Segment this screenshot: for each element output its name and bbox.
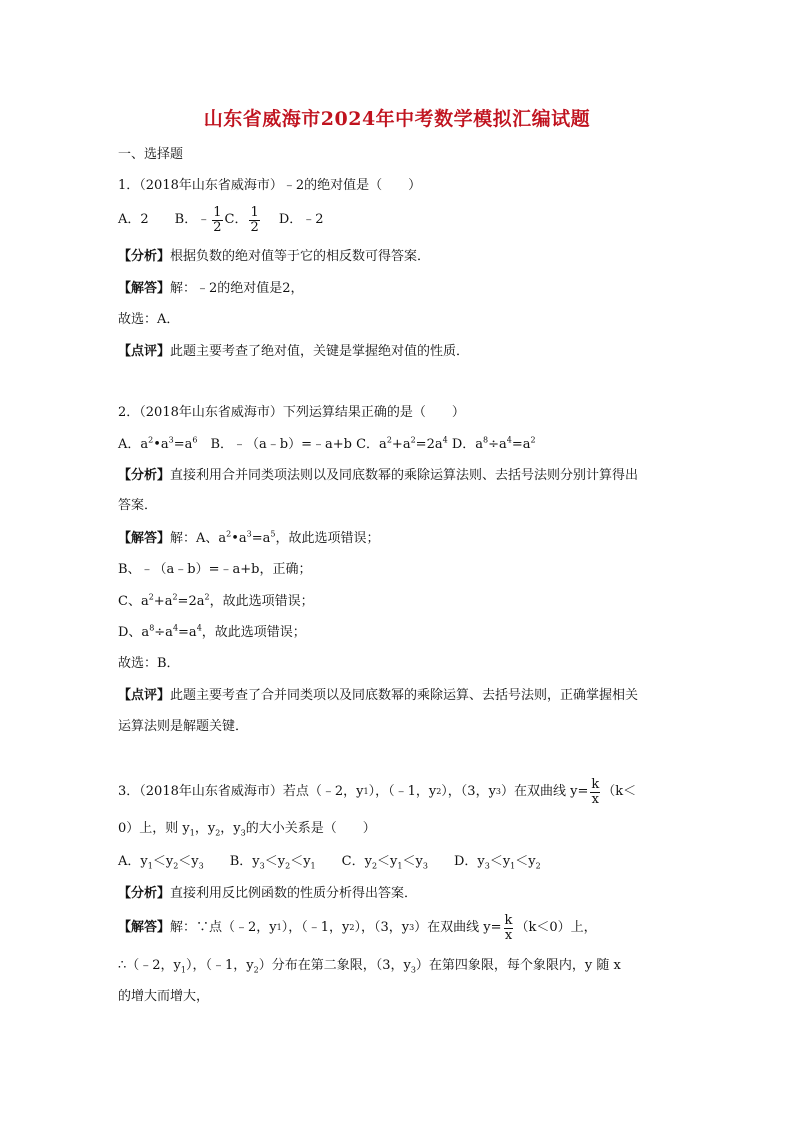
q2-analysis-line2: 答案． xyxy=(118,498,158,513)
q3-answer-line1: 【解答】 解：∵点（﹣2，y 1 ），（﹣1，y 2 ），（3，y 3 ）在双曲线 y= $\frac{k}{x}$ （k＜0）上， xyxy=(118,912,597,943)
q2-answer-c: C、$a^2+a^2=2a^2$，故此选项错误； xyxy=(118,592,314,609)
section-heading: 一、选择题 xyxy=(118,147,184,162)
q3-stem-line2: 0）上，则 $y_1$，$y_2$，$y_3$的大小关系是（ ） xyxy=(118,821,376,838)
q2-comment-line2: 运算法则是解题关键． xyxy=(118,719,249,734)
q1-option-b-fraction: $\frac{1}{2}$ xyxy=(213,204,222,235)
q1-choice: 故选：A． xyxy=(118,312,180,327)
page-title: 山东省威海市2024年中考数学模拟汇编试题 xyxy=(203,108,591,130)
q1-option-a: A．2 B． xyxy=(118,212,198,227)
q3-options: A．$y_1<y_2<y_3$ B．$y_3<y_2<y_1$ C．$y_2<y_1<y_3$ D．$y_3<y_1<y_2$ xyxy=(118,854,541,871)
q1-option-c: C． xyxy=(224,212,248,227)
q2-analysis-line1: 【分析】直接利用合并同类项法则以及同底数幂的乘除运算法则、去括号法则分别计算得出 xyxy=(118,468,639,483)
q1-option-d: D．﹣2 xyxy=(261,212,324,227)
q1-comment: 【点评】此题主要考查了绝对值，关键是掌握绝对值的性质． xyxy=(118,344,470,359)
q2-choice: 故选：B． xyxy=(118,656,180,671)
q1-option-b-sign: ﹣ xyxy=(197,212,211,227)
q2-comment-line1: 【点评】此题主要考查了合并同类项以及同底数幂的乘除运算、去括号法则，正确掌握相关 xyxy=(118,688,639,703)
q3-answer-fraction: $\frac{k}{x}$ xyxy=(504,912,513,943)
q3-answer-line2: ∴（﹣2，$y_1$），（﹣1，$y_2$）分布在第二象限，（3，$y_3$）在第四象限，每个象限内，y 随 x xyxy=(118,958,621,975)
q1-analysis: 【分析】根据负数的绝对值等于它的相反数可得答案． xyxy=(118,249,431,264)
q1-answer: 【解答】解：﹣2的绝对值是2， xyxy=(118,281,304,296)
q2-answer-b: B、﹣（a﹣b）=﹣a+b，正确； xyxy=(118,562,312,577)
q3-stem-fraction: $\frac{k}{x}$ xyxy=(591,776,600,807)
q1-stem: 1．（2018年山东省威海市）﹣2的绝对值是（ ） xyxy=(118,178,422,193)
q1-options xyxy=(118,205,324,235)
q3-analysis: 【分析】直接利用反比例函数的性质分析得出答案． xyxy=(118,886,418,901)
q2-options: A．$a^2•a^3=a^6$ B．﹣（a﹣b）=﹣a+b C．$a^2+a^2=2a^4$ D．$a^8\div a^4=a^2$ xyxy=(118,435,536,452)
q3-answer-line3: 的增大而增大， xyxy=(118,989,210,1004)
q2-answer-d: D、$a^8\div a^4=a^4$，故此选项错误； xyxy=(118,623,306,640)
q2-answer-a: 【解答】解：A、$a^2•a^3=a^5$，故此选项错误； xyxy=(118,529,380,546)
q1-option-c-fraction: $\frac{1}{2}$ xyxy=(250,204,259,235)
q2-stem: 2．（2018年山东省威海市）下列运算结果正确的是（ ） xyxy=(118,405,465,420)
q3-stem-line1: 3．（2018年山东省威海市）若点（﹣2，y 1 ），（﹣1，y 2 ），（3，y 3 ）在双曲线 y= $\frac{k}{x}$ （k＜ xyxy=(118,776,637,807)
